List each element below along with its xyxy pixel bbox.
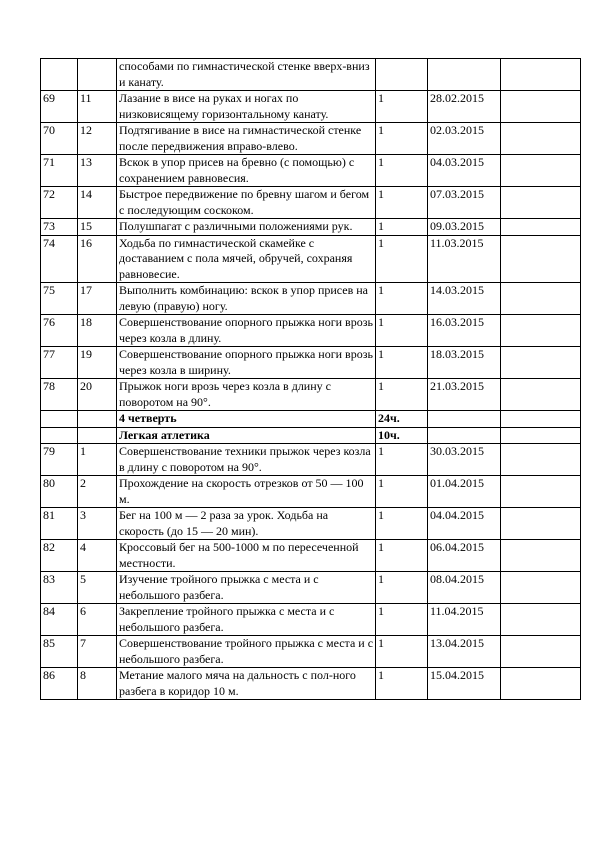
table-row <box>41 572 581 604</box>
lesson-topic-cell: Быстрое передвижение по бревну шагом и бегом с последующим соскоком. <box>117 187 376 219</box>
lesson-plan-body <box>41 59 581 700</box>
section-lesson-number-cell: 5 <box>78 572 117 604</box>
date-cell: 15.04.2015 <box>428 668 501 700</box>
notes-cell <box>501 508 581 540</box>
hours-cell: 10ч. <box>376 427 428 444</box>
section-lesson-number-cell: 20 <box>78 379 117 411</box>
notes-cell <box>501 315 581 347</box>
section-lesson-number-cell: 17 <box>78 283 117 315</box>
notes-cell <box>501 444 581 476</box>
lesson-topic-cell: Легкая атлетика <box>117 427 376 444</box>
section-lesson-number-cell: 14 <box>78 187 117 219</box>
section-lesson-number-cell <box>78 427 117 444</box>
notes-cell <box>501 411 581 428</box>
section-lesson-number-cell: 2 <box>78 476 117 508</box>
table-row <box>41 219 581 236</box>
hours-cell: 1 <box>376 508 428 540</box>
section-lesson-number-cell: 16 <box>78 235 117 283</box>
date-cell: 04.03.2015 <box>428 155 501 187</box>
section-lesson-number-cell: 19 <box>78 347 117 379</box>
table-row <box>41 59 581 91</box>
table-row <box>41 476 581 508</box>
notes-cell <box>501 219 581 236</box>
hours-cell: 1 <box>376 235 428 283</box>
lesson-number-cell: 83 <box>41 572 78 604</box>
date-cell: 18.03.2015 <box>428 347 501 379</box>
notes-cell <box>501 91 581 123</box>
lesson-number-cell <box>41 411 78 428</box>
lesson-topic-cell: Совершенствование техники прыжок через козла в длину с поворотом на 90°. <box>117 444 376 476</box>
section-lesson-number-cell: 7 <box>78 636 117 668</box>
lesson-topic-cell: 4 четверть <box>117 411 376 428</box>
hours-cell: 1 <box>376 91 428 123</box>
notes-cell <box>501 572 581 604</box>
date-cell <box>428 411 501 428</box>
lesson-topic-cell: Кроссовый бег на 500-1000 м по пересеченной местности. <box>117 540 376 572</box>
lesson-topic-cell: Совершенствование опорного прыжка ноги врозь через козла в ширину. <box>117 347 376 379</box>
date-cell: 13.04.2015 <box>428 636 501 668</box>
date-cell: 01.04.2015 <box>428 476 501 508</box>
date-cell: 21.03.2015 <box>428 379 501 411</box>
lesson-number-cell: 74 <box>41 235 78 283</box>
lesson-number-cell: 70 <box>41 123 78 155</box>
hours-cell <box>376 59 428 91</box>
date-cell: 16.03.2015 <box>428 315 501 347</box>
table-row <box>41 283 581 315</box>
hours-cell: 1 <box>376 187 428 219</box>
hours-cell: 1 <box>376 379 428 411</box>
lesson-number-cell <box>41 59 78 91</box>
lesson-number-cell: 86 <box>41 668 78 700</box>
hours-cell: 1 <box>376 572 428 604</box>
section-lesson-number-cell: 4 <box>78 540 117 572</box>
section-header-row <box>41 411 581 428</box>
lesson-topic-cell: Прыжок ноги врозь через козла в длину с поворотом на 90°. <box>117 379 376 411</box>
lesson-topic-cell: Ходьба по гимнастической скамейке с доставанием с пола мячей, обручей, сохраняя равновесие. <box>117 235 376 283</box>
table-row <box>41 123 581 155</box>
notes-cell <box>501 347 581 379</box>
section-lesson-number-cell: 6 <box>78 604 117 636</box>
section-lesson-number-cell: 15 <box>78 219 117 236</box>
notes-cell <box>501 379 581 411</box>
lesson-number-cell: 73 <box>41 219 78 236</box>
lesson-number-cell: 69 <box>41 91 78 123</box>
hours-cell: 1 <box>376 540 428 572</box>
notes-cell <box>501 59 581 91</box>
section-lesson-number-cell: 11 <box>78 91 117 123</box>
table-row <box>41 155 581 187</box>
hours-cell: 1 <box>376 604 428 636</box>
table-row <box>41 91 581 123</box>
date-cell <box>428 59 501 91</box>
lesson-topic-cell: Закрепление тройного прыжка с места и с небольшого разбега. <box>117 604 376 636</box>
date-cell: 02.03.2015 <box>428 123 501 155</box>
hours-cell: 1 <box>376 444 428 476</box>
lesson-number-cell: 71 <box>41 155 78 187</box>
lesson-topic-cell: Бег на 100 м — 2 раза за урок. Ходьба на скорость (до 15 — 20 мин). <box>117 508 376 540</box>
hours-cell: 1 <box>376 315 428 347</box>
section-lesson-number-cell: 13 <box>78 155 117 187</box>
date-cell <box>428 427 501 444</box>
lesson-topic-cell: Подтягивание в висе на гимнастической стенке после передвижения вправо-влево. <box>117 123 376 155</box>
lesson-topic-cell: Изучение тройного прыжка с места и с небольшого разбега. <box>117 572 376 604</box>
section-lesson-number-cell: 12 <box>78 123 117 155</box>
lesson-number-cell: 76 <box>41 315 78 347</box>
lesson-number-cell: 85 <box>41 636 78 668</box>
lesson-number-cell: 75 <box>41 283 78 315</box>
notes-cell <box>501 604 581 636</box>
section-lesson-number-cell: 18 <box>78 315 117 347</box>
lesson-plan-table <box>40 58 581 700</box>
lesson-number-cell: 81 <box>41 508 78 540</box>
notes-cell <box>501 540 581 572</box>
date-cell: 14.03.2015 <box>428 283 501 315</box>
lesson-topic-cell: Вскок в упор присев на бревно (с помощью) с сохранением равновесия. <box>117 155 376 187</box>
lesson-topic-cell: Выполнить комбинацию: вскок в упор присев на левую (правую) ногу. <box>117 283 376 315</box>
lesson-topic-cell: способами по гимнастической стенке вверх-вниз и канату. <box>117 59 376 91</box>
hours-cell: 1 <box>376 219 428 236</box>
notes-cell <box>501 235 581 283</box>
lesson-topic-cell: Прохождение на скорость отрезков от 50 — 100 м. <box>117 476 376 508</box>
lesson-topic-cell: Совершенствование тройного прыжка с места и с небольшого разбега. <box>117 636 376 668</box>
lesson-number-cell: 77 <box>41 347 78 379</box>
hours-cell: 1 <box>376 155 428 187</box>
lesson-number-cell: 78 <box>41 379 78 411</box>
hours-cell: 1 <box>376 123 428 155</box>
table-row <box>41 315 581 347</box>
notes-cell <box>501 668 581 700</box>
notes-cell <box>501 427 581 444</box>
lesson-number-cell: 84 <box>41 604 78 636</box>
table-row <box>41 379 581 411</box>
table-row <box>41 347 581 379</box>
lesson-topic-cell: Метание малого мяча на дальность с пол-ного разбега в коридор 10 м. <box>117 668 376 700</box>
section-lesson-number-cell: 3 <box>78 508 117 540</box>
section-lesson-number-cell: 1 <box>78 444 117 476</box>
date-cell: 04.04.2015 <box>428 508 501 540</box>
table-row <box>41 508 581 540</box>
notes-cell <box>501 283 581 315</box>
date-cell: 30.03.2015 <box>428 444 501 476</box>
date-cell: 28.02.2015 <box>428 91 501 123</box>
notes-cell <box>501 187 581 219</box>
notes-cell <box>501 155 581 187</box>
table-row <box>41 235 581 283</box>
section-lesson-number-cell <box>78 59 117 91</box>
table-row <box>41 540 581 572</box>
lesson-number-cell: 82 <box>41 540 78 572</box>
lesson-number-cell: 80 <box>41 476 78 508</box>
lesson-number-cell <box>41 427 78 444</box>
date-cell: 08.04.2015 <box>428 572 501 604</box>
lesson-number-cell: 79 <box>41 444 78 476</box>
lesson-number-cell: 72 <box>41 187 78 219</box>
lesson-topic-cell: Совершенствование опорного прыжка ноги врозь через козла в длину. <box>117 315 376 347</box>
date-cell: 09.03.2015 <box>428 219 501 236</box>
hours-cell: 1 <box>376 476 428 508</box>
hours-cell: 1 <box>376 668 428 700</box>
table-row <box>41 668 581 700</box>
notes-cell <box>501 123 581 155</box>
hours-cell: 1 <box>376 636 428 668</box>
hours-cell: 24ч. <box>376 411 428 428</box>
section-lesson-number-cell: 8 <box>78 668 117 700</box>
notes-cell <box>501 476 581 508</box>
hours-cell: 1 <box>376 283 428 315</box>
date-cell: 06.04.2015 <box>428 540 501 572</box>
table-row <box>41 636 581 668</box>
date-cell: 07.03.2015 <box>428 187 501 219</box>
lesson-topic-cell: Полушпагат с различными положениями рук. <box>117 219 376 236</box>
table-row <box>41 444 581 476</box>
notes-cell <box>501 636 581 668</box>
date-cell: 11.03.2015 <box>428 235 501 283</box>
lesson-topic-cell: Лазание в висе на руках и ногах по низковисящему горизонтальному канату. <box>117 91 376 123</box>
section-lesson-number-cell <box>78 411 117 428</box>
table-row <box>41 604 581 636</box>
section-header-row <box>41 427 581 444</box>
table-row <box>41 187 581 219</box>
hours-cell: 1 <box>376 347 428 379</box>
date-cell: 11.04.2015 <box>428 604 501 636</box>
